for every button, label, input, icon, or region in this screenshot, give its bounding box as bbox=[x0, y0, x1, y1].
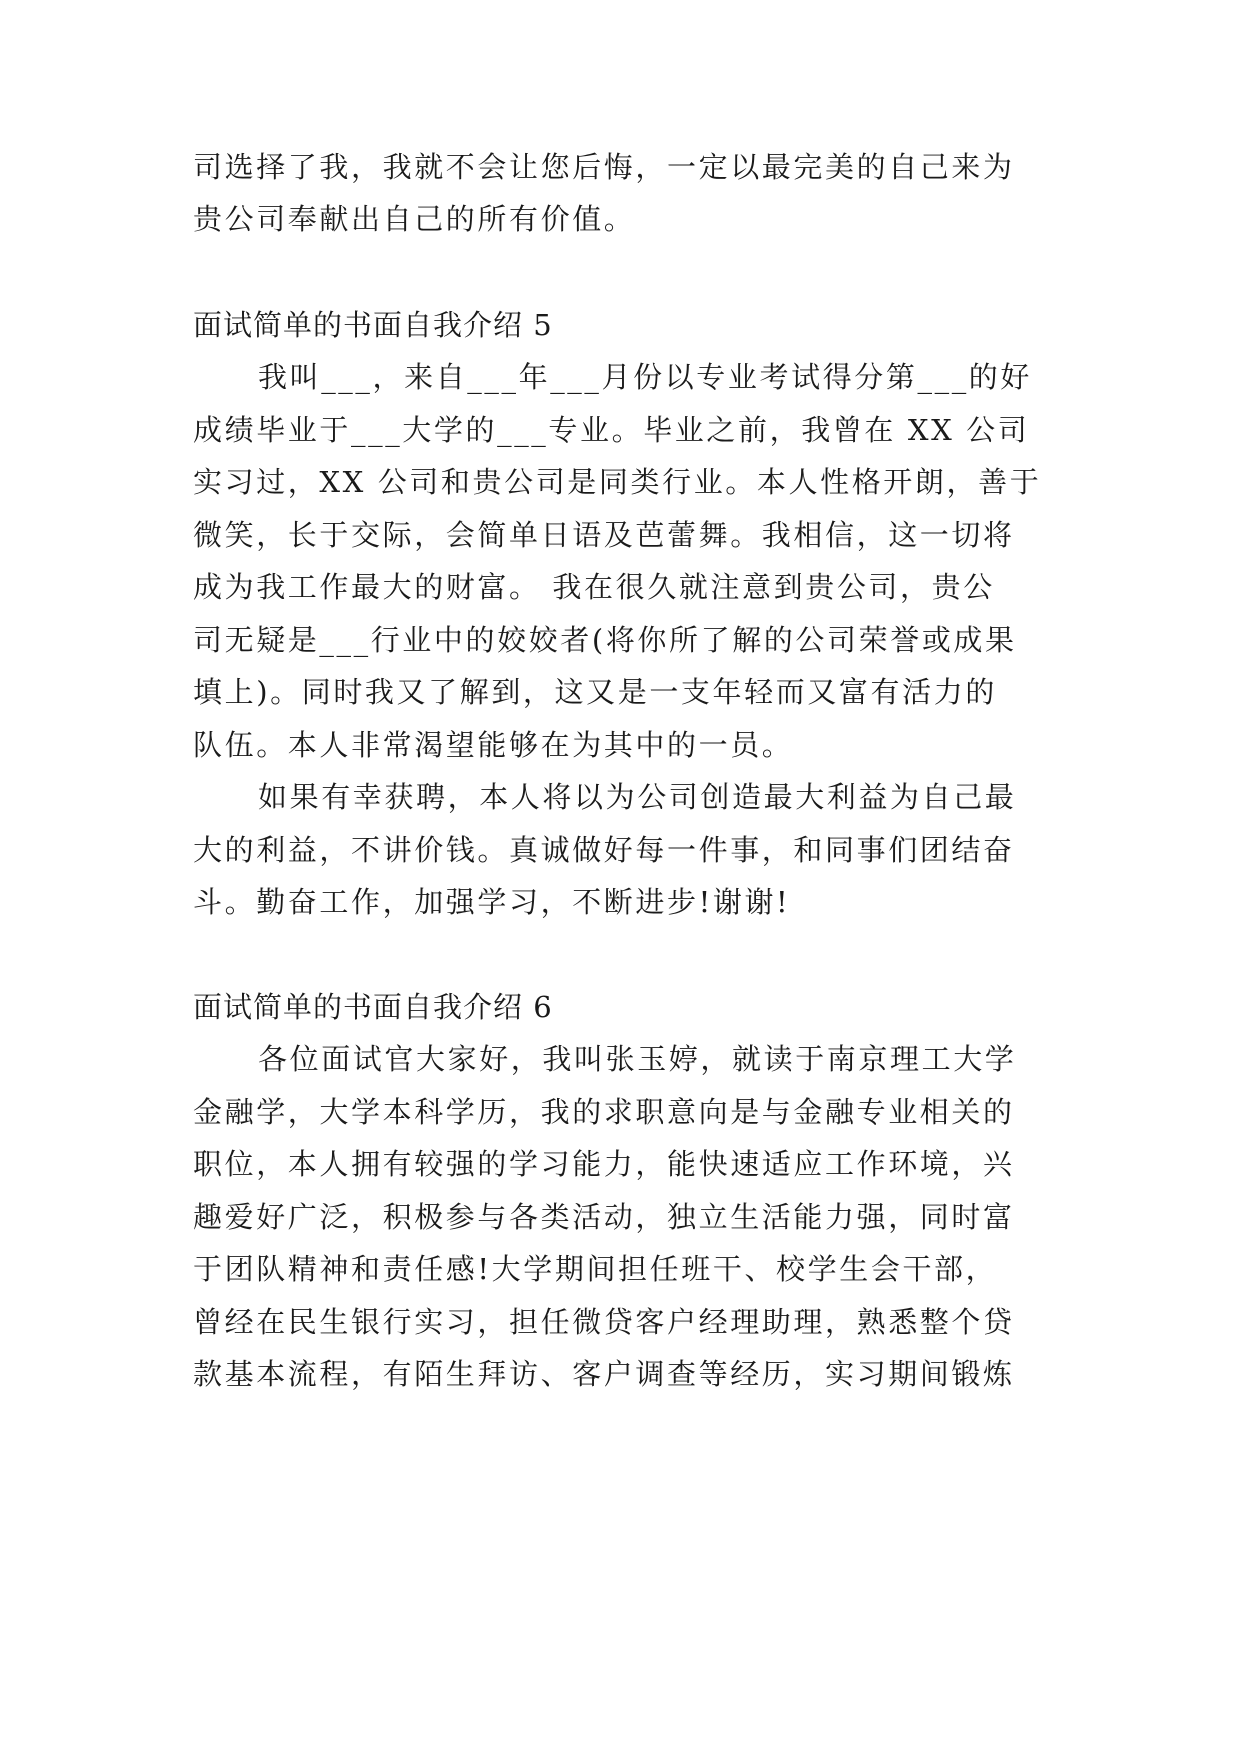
text-line: 司无疑是___行业中的姣姣者(将你所了解的公司荣誉或成果 bbox=[193, 623, 1017, 657]
text-line: 金融学，大学本科学历，我的求职意向是与金融专业相关的 bbox=[193, 1095, 1015, 1129]
text-line: 微笑，长于交际，会简单日语及芭蕾舞。我相信，这一切将 bbox=[193, 518, 1015, 552]
text-line: 我叫___，来自___年___月份以专业考试得分第___的好 bbox=[258, 360, 1033, 394]
text-line: 斗。勤奋工作，加强学习，不断进步!谢谢! bbox=[193, 885, 791, 919]
text-line: 贵公司奉献出自己的所有价值。 bbox=[193, 202, 636, 236]
text-line: 司选择了我，我就不会让您后悔，一定以最完美的自己来为 bbox=[193, 150, 1015, 184]
text-line: 趣爱好广泛，积极参与各类活动，独立生活能力强，同时富 bbox=[193, 1200, 1015, 1234]
text-line: 曾经在民生银行实习，担任微贷客户经理助理，熟悉整个贷 bbox=[193, 1305, 1015, 1339]
text-line: 队伍。本人非常渴望能够在为其中的一员。 bbox=[193, 728, 794, 762]
text-line: 成绩毕业于___大学的___专业。毕业之前，我曾在 XX 公司 bbox=[193, 413, 1030, 447]
text-line: 职位，本人拥有较强的学习能力，能快速适应工作环境，兴 bbox=[193, 1147, 1015, 1181]
text-line: 款基本流程，有陌生拜访、客户调查等经历，实习期间锻炼 bbox=[193, 1357, 1015, 1391]
text-line: 填上)。同时我又了解到，这又是一支年轻而又富有活力的 bbox=[193, 675, 997, 709]
text-line: 于团队精神和责任感!大学期间担任班干、校学生会干部， bbox=[193, 1252, 998, 1286]
text-line: 如果有幸获聘，本人将以为公司创造最大利益为自己最 bbox=[258, 780, 1017, 814]
section-heading: 面试简单的书面自我介绍 6 bbox=[193, 990, 553, 1024]
text-line: 成为我工作最大的财富。 我在很久就注意到贵公司，贵公 bbox=[193, 570, 995, 604]
text-line: 实习过，XX 公司和贵公司是同类行业。本人性格开朗，善于 bbox=[193, 465, 1042, 499]
section-heading: 面试简单的书面自我介绍 5 bbox=[193, 308, 553, 342]
text-line: 大的利益，不讲价钱。真诚做好每一件事，和同事们团结奋 bbox=[193, 833, 1015, 867]
text-line: 各位面试官大家好，我叫张玉婷，就读于南京理工大学 bbox=[258, 1042, 1017, 1076]
